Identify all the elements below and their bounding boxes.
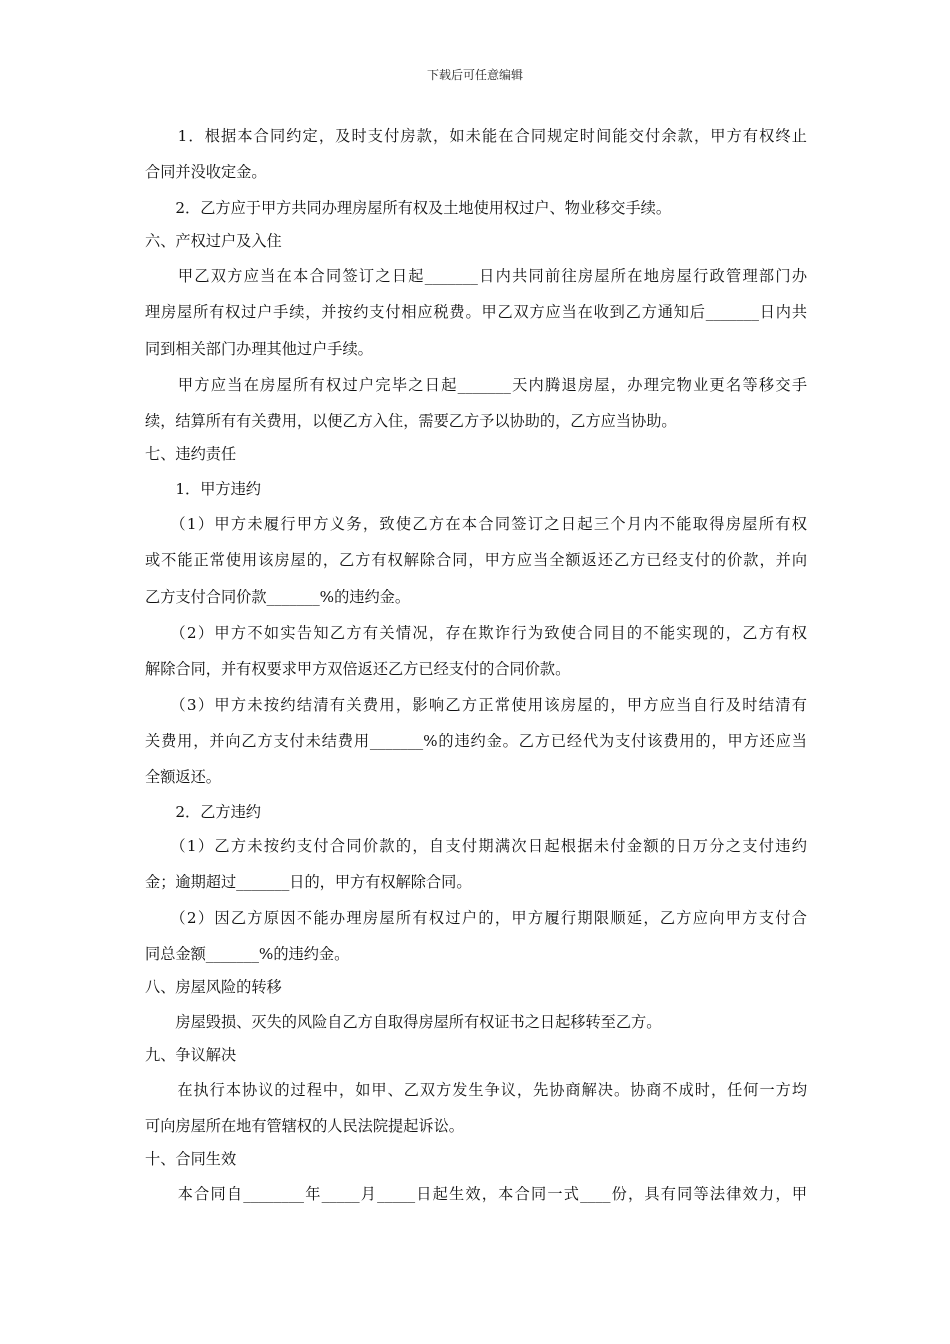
- text-line: 甲方应当在房屋所有权过户完毕之日起_______天内腾退房屋，办理完物业更名等移交手: [145, 376, 807, 394]
- page-header-note: 下载后可任意编辑: [426, 68, 523, 82]
- text-line: （1）甲方未履行甲方义务，致使乙方在本合同签订之日起三个月内不能取得房屋所有权: [145, 515, 807, 533]
- text-line: 甲乙双方应当在本合同签订之日起_______日内共同前往房屋所在地房屋行政管理部门办: [145, 267, 807, 285]
- text-line: （1）乙方未按约支付合同价款的，自支付期满次日起根据未付金额的日万分之支付违约: [145, 837, 807, 855]
- section-heading: 七、违约责任: [145, 445, 237, 463]
- section-heading: 八、房屋风险的转移: [145, 978, 282, 996]
- text-line: 乙方支付合同价款_______%的违约金。: [145, 588, 411, 606]
- text-line: 1．根据本合同约定，及时支付房款，如未能在合同规定时间能交付余款，甲方有权终止: [145, 127, 807, 145]
- text-line: 解除合同，并有权要求甲方双倍返还乙方已经支付的合同价款。: [145, 660, 571, 678]
- text-line: 续，结算所有有关费用，以便乙方入住，需要乙方予以协助的，乙方应当协助。: [145, 412, 677, 430]
- text-line: 金；逾期超过_______日的，甲方有权解除合同。: [145, 873, 472, 891]
- text-line: 全额返还。: [145, 768, 221, 786]
- text-line: 可向房屋所在地有管辖权的人民法院提起诉讼。: [145, 1117, 464, 1135]
- section-heading: 六、产权过户及入住: [145, 232, 282, 250]
- text-line: （3）甲方未按约结清有关费用，影响乙方正常使用该房屋的，甲方应当自行及时结清有: [145, 696, 807, 714]
- subsection-heading: 2．乙方违约: [145, 803, 261, 821]
- text-line: 或不能正常使用该房屋的，乙方有权解除合同，甲方应当全额返还乙方已经支付的价款，并向: [145, 551, 807, 569]
- text-line: （2）甲方不如实告知乙方有关情况，存在欺诈行为致使合同目的不能实现的，乙方有权: [145, 624, 807, 642]
- text-line: 同总金额_______%的违约金。: [145, 945, 350, 963]
- section-heading: 九、争议解决: [145, 1046, 237, 1064]
- text-line: 在执行本协议的过程中，如甲、乙双方发生争议，先协商解决。协商不成时，任何一方均: [145, 1081, 807, 1099]
- text-line: 合同并没收定金。: [145, 163, 267, 181]
- text-line: 房屋毁损、灭失的风险自乙方自取得房屋所有权证书之日起移转至乙方。: [145, 1013, 662, 1031]
- text-line: （2）因乙方原因不能办理房屋所有权过户的，甲方履行期限顺延，乙方应向甲方支付合: [145, 909, 807, 927]
- text-line: 关费用，并向乙方支付未结费用_______%的违约金。乙方已经代为支付该费用的，甲方还应当: [145, 732, 807, 750]
- subsection-heading: 1．甲方违约: [145, 480, 261, 498]
- text-line: 理房屋所有权过户手续，并按约支付相应税费。甲乙双方应当在收到乙方通知后_______日内共: [145, 303, 807, 321]
- text-line: 本合同自________年_____月_____日起生效，本合同一式____份，具有同等法律效力，甲: [145, 1185, 807, 1203]
- text-line: 同到相关部门办理其他过户手续。: [145, 340, 373, 358]
- section-heading: 十、合同生效: [145, 1150, 237, 1168]
- text-line: 2．乙方应于甲方共同办理房屋所有权及土地使用权过户、物业移交手续。: [145, 199, 672, 217]
